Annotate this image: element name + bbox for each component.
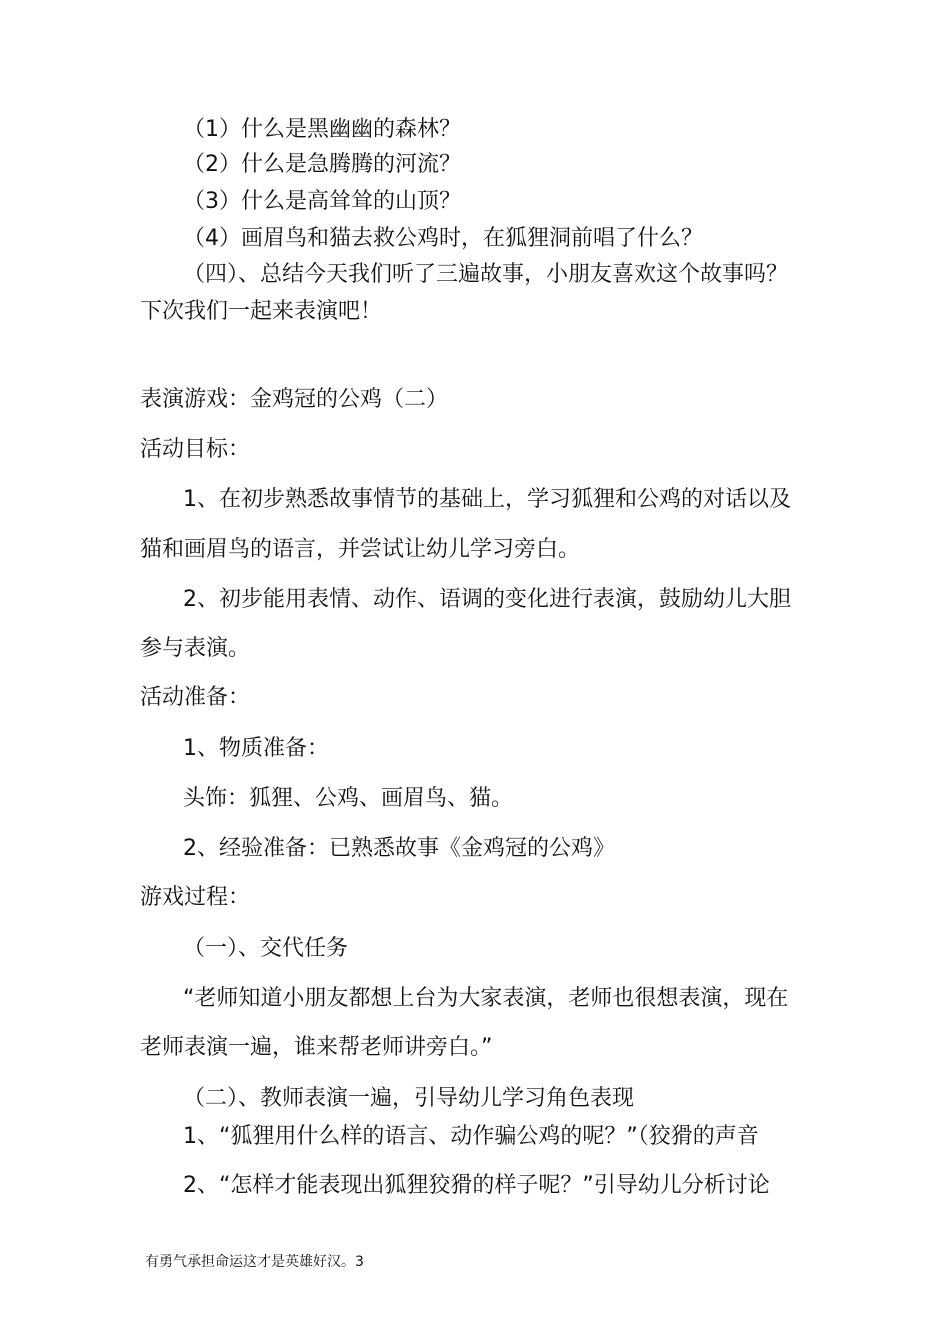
- goal-2-line-1: 2、初步能用表情、动作、语调的变化进行表演，鼓励幼儿大胆: [183, 587, 791, 612]
- prep-headwear: 头饰：狐狸、公鸡、画眉鸟、猫。: [183, 786, 514, 811]
- heading-process: 游戏过程：: [140, 885, 251, 910]
- heading-goals: 活动目标：: [140, 437, 251, 462]
- step-2-item-1: 1、“狐狸用什么样的语言、动作骗公鸡的呢？”（狡猾的声音: [183, 1124, 759, 1149]
- page-footer: 有勇气承担命运这才是英雄好汉。3: [145, 1254, 364, 1270]
- step-1-quote-line-2: 老师表演一遍，谁来帮老师讲旁白。”: [140, 1035, 493, 1060]
- goal-2-line-2: 参与表演。: [140, 636, 251, 661]
- section-title: 表演游戏：金鸡冠的公鸡（二）: [140, 387, 449, 412]
- question-2: （2）什么是急腾腾的河流？: [183, 152, 461, 177]
- prep-experience: 2、经验准备：已熟悉故事《金鸡冠的公鸡》: [183, 836, 615, 861]
- prep-material: 1、物质准备：: [183, 736, 329, 761]
- step-1-title: （一）、交代任务: [183, 936, 349, 961]
- summary-line-2: 下次我们一起来表演吧！: [140, 299, 383, 324]
- goal-1-line-2: 猫和画眉鸟的语言，并尝试让幼儿学习旁白。: [140, 537, 581, 562]
- step-2-item-2: 2、“怎样才能表现出狐狸狡猾的样子呢？”引导幼儿分析讨论: [183, 1173, 770, 1198]
- step-1-quote-line-1: “老师知道小朋友都想上台为大家表演，老师也很想表演，现在: [183, 986, 789, 1011]
- question-3: （3）什么是高耸耸的山顶？: [183, 189, 461, 214]
- question-4: （4）画眉鸟和猫去救公鸡时，在狐狸洞前唱了什么？: [183, 226, 703, 251]
- goal-1-line-1: 1、在初步熟悉故事情节的基础上，学习狐狸和公鸡的对话以及: [183, 487, 791, 512]
- summary-line-1: （四）、总结今天我们听了三遍故事，小朋友喜欢这个故事吗？: [183, 262, 789, 287]
- heading-preparation: 活动准备：: [140, 685, 251, 710]
- question-1: （1）什么是黑幽幽的森林？: [183, 117, 461, 142]
- step-2-title: （二）、教师表演一遍，引导幼儿学习角色表现: [183, 1086, 635, 1111]
